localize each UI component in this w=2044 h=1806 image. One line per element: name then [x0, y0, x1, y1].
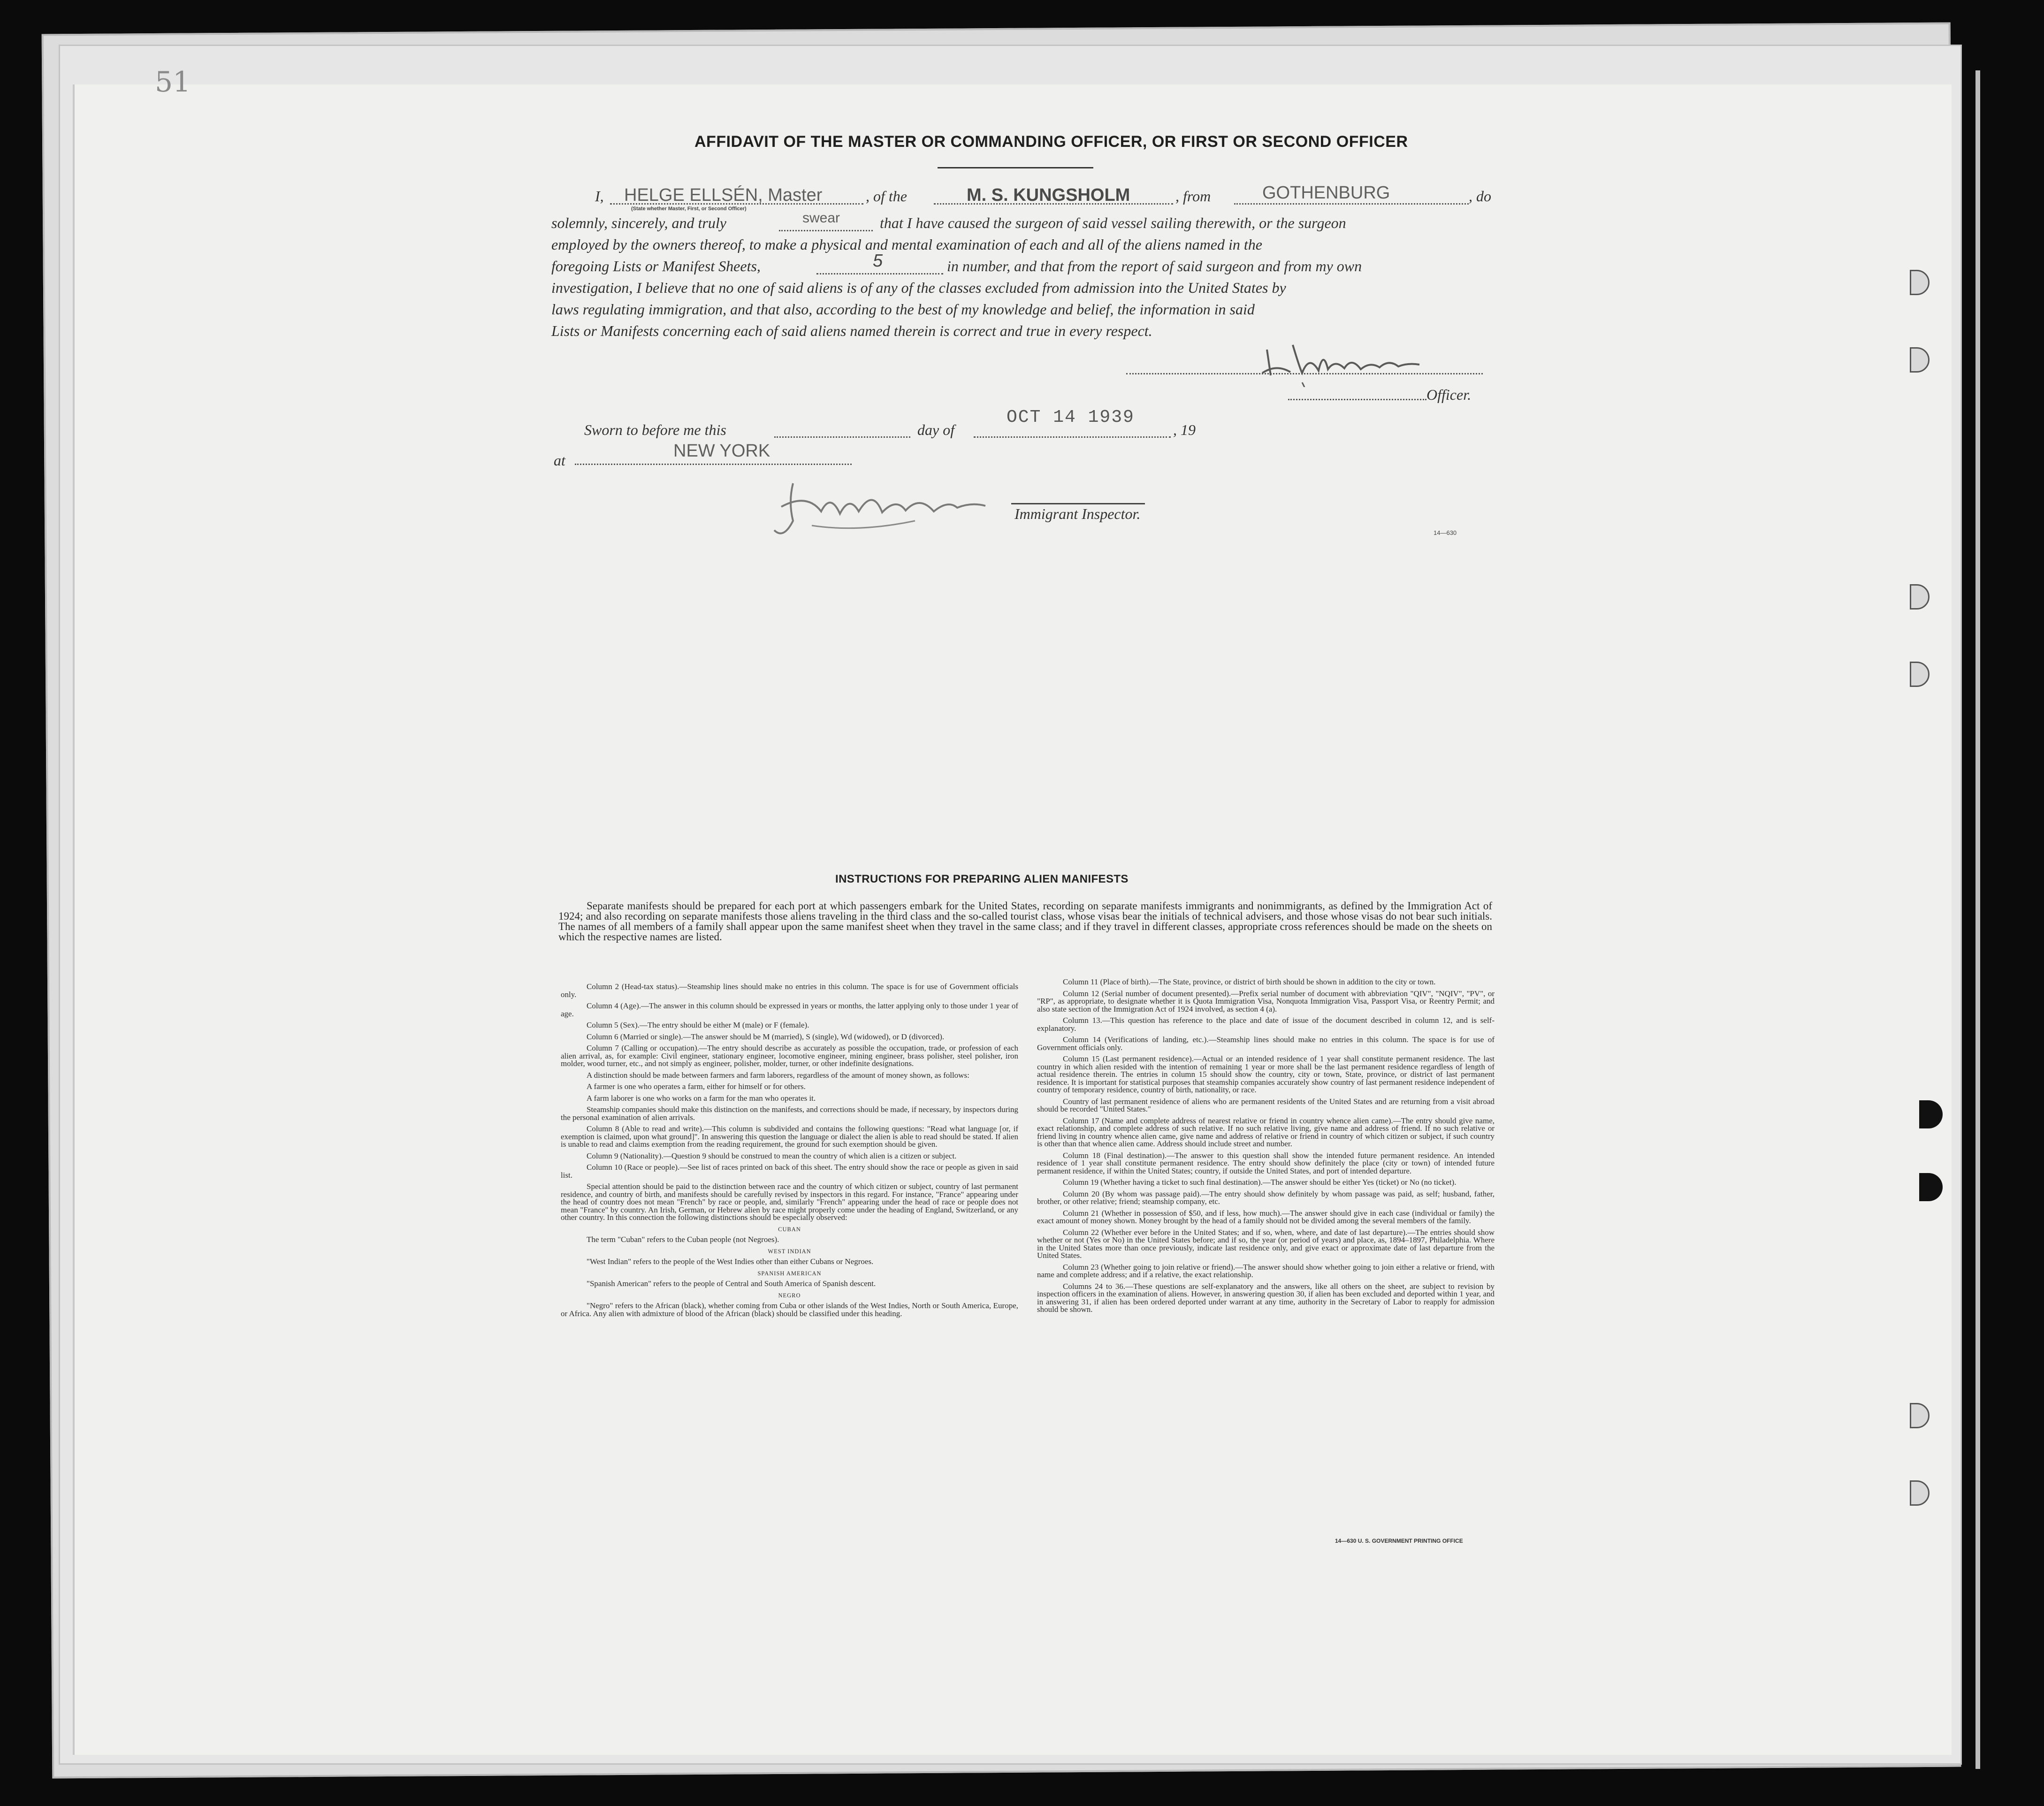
affidavit-line-2-end: that I have caused the surgeon of said vessel sailing therewith, or the surgeon — [880, 214, 1346, 231]
month-line — [974, 436, 1171, 438]
of-the-label: , of the — [866, 188, 907, 205]
instruction-paragraph: Column 13.—This question has reference to the place and date of issue of the document described in column 12, and is self-explanatory. — [1037, 1016, 1495, 1033]
port-line — [1234, 203, 1469, 205]
inspector-line — [1011, 503, 1145, 504]
instruction-paragraph: Column 21 (Whether in possession of $50, and if less, how much).—The answer should give in each case (individual or family) the exact amount of money shown. Money brought by the head of a family should not be divided among the several members of the family. — [1037, 1208, 1495, 1225]
officer-name: HELGE ELLSÉN, Master — [624, 185, 823, 205]
officer-label: Officer. — [1426, 386, 1472, 403]
day-of-label: day of — [917, 421, 955, 438]
page-stack-edge — [1975, 70, 1980, 1769]
instruction-paragraph: Column 9 (Nationality).—Question 9 should be construed to mean the country of which alien is a citizen or subject. — [587, 1151, 957, 1160]
printer-line: 14—630 U. S. GOVERNMENT PRINTING OFFICE — [1335, 1538, 1463, 1544]
instruction-paragraph: Column 7 (Calling or occupation).—The entry should describe as accurately as possible the occupation, trade, or profession of each alien arrival, as, for example: Civil engineer, stationary engineer, locomotive engineer, mining engineer, brass polisher, steel polisher, iron molder, wood turner, etc., and not simply as engineer, polisher, molder, turner, or other indefinite designations. — [561, 1044, 1018, 1068]
day-line — [774, 436, 910, 438]
instruction-paragraph: "Spanish American" refers to the people of Central and South America of Spanish descent. — [587, 1279, 876, 1288]
instructions-right-column — [1037, 978, 1495, 1318]
sworn-label: Sworn to before me this — [584, 421, 726, 438]
instruction-paragraph: Column 2 (Head-tax status).—Steamship lines should make no entries in this column. The space is for use of Government officials only. — [561, 982, 1018, 999]
section-heading-cuban: CUBAN — [778, 1226, 801, 1233]
date-stamp: OCT 14 1939 — [1007, 407, 1135, 427]
instruction-paragraph: Column 10 (Race or people).—See list of races printed on back of this sheet. The entry should show the race or people as given in said list. — [561, 1163, 1018, 1180]
instructions-title: INSTRUCTIONS FOR PREPARING ALIEN MANIFESTS — [835, 873, 1129, 885]
affidavit-line-6: laws regulating immigration, and that also, according to the best of my knowledge and belief, the information in said — [551, 301, 1255, 318]
vessel-name: M. S. KUNGSHOLM — [967, 185, 1130, 205]
section-heading-spanish-american: SPANISH AMERICAN — [757, 1270, 822, 1277]
corner-mark: 51 — [155, 66, 191, 99]
instruction-paragraph: Column 22 (Whether ever before in the United States; and if so, when, where, and date of last departure).—The entries should show whether or not (Yes or No) in the United States before; and if so, the year (or period of years) and place, as, 1894–1897, Philadelphia. Where in the United States more than once previously, indicate last residence only, and give exact or approximate date of last departure from the United States. — [1037, 1227, 1495, 1260]
officer-line — [1288, 399, 1426, 400]
from-label: , from — [1175, 188, 1211, 205]
affidavit-line-3: employed by the owners thereof, to make a physical and mental examination of each and all of the aliens named in the — [551, 236, 1262, 253]
oath-line — [779, 230, 873, 231]
oath-word: swear — [802, 210, 840, 226]
instruction-paragraph: Column 12 (Serial number of document presented).—Prefix serial number of document with abbreviation "QIV", "NQIV", "PV", or "RP", as appropriate, to designate whether it is Quota Immigration Visa, Nonquota Immigration Visa, Passport Visa, or Reentry Permit; and also state section of the Immigration Act of 1924 involved, as section 4 (a). — [1037, 989, 1495, 1013]
sheet-count: 5 — [873, 251, 883, 271]
title-rule — [938, 167, 1093, 168]
instruction-paragraph: Column 5 (Sex).—The entry should be either M (male) or F (female). — [587, 1021, 809, 1029]
instruction-paragraph: Column 19 (Whether having a ticket to such final destination).—The answer should be either Yes (ticket) or No (no ticket). — [1063, 1178, 1457, 1187]
affidavit-line-4-start: foregoing Lists or Manifest Sheets, — [551, 258, 761, 274]
signature-line — [1126, 373, 1483, 374]
place-name: NEW YORK — [673, 441, 770, 461]
inspector-signature — [765, 474, 1046, 544]
instruction-paragraph: Column 23 (Whether going to join relative or friend).—The answer should show whether going to join either a relative or friend, with name and complete address; and if a relative, the exact relationship. — [1037, 1262, 1495, 1279]
instructions-left-column — [561, 983, 1018, 1321]
instruction-paragraph: Steamship companies should make this distinction on the manifests, and corrections should be made, if necessary, by inspectors during the personal examination of alien arrivals. — [561, 1105, 1018, 1122]
instruction-paragraph: Column 14 (Verifications of landing, etc.).—Steamship lines should make no entries in this column. The space is for use of Government officials only. — [1037, 1035, 1495, 1052]
instruction-paragraph: Column 18 (Final destination).—The answer to this question shall show the intended future permanent residence. An intended residence of 1 year shall constitute permanent residence. The entry should show definitely the place (city or town) of intended future permanent residence, if within the United States; country, if outside the United States, and port of intended departure. — [1037, 1151, 1495, 1175]
section-heading-negro: NEGRO — [778, 1292, 801, 1299]
instructions-intro: Separate manifests should be prepared for each port at which passengers embark for the United States, recording on separate manifests immigrants and nonimmigrants, as defined by the Immigration Act of 1924; and also recording on separate manifests those aliens traveling in the third class and the so-called tourist class, whose visas bear the initials of technical advisers, and those whose visas do not bear such initials. The names of all members of a family shall appear upon the same manifest sheet when they travel in the same class; and if they travel in different classes, appropriate cross references should be made on the sheets on which the respective names are listed. — [558, 900, 1492, 943]
instruction-paragraph: Country of last permanent residence of aliens who are permanent residents of the United States and are returning from a visit abroad should be recorded "United States." — [1037, 1097, 1495, 1113]
inspector-label: Immigrant Inspector. — [1014, 505, 1141, 522]
affidavit-line-5: investigation, I believe that no one of said aliens is of any of the classes excluded from admission into the United States by — [551, 279, 1286, 296]
instruction-paragraph: A farmer is one who operates a farm, either for himself or for others. — [587, 1082, 806, 1091]
sheet-count-line — [816, 273, 943, 274]
affidavit-title: AFFIDAVIT OF THE MASTER OR COMMANDING OFFICER, OR FIRST OR SECOND OFFICER — [694, 133, 1408, 151]
instruction-paragraph: A farm laborer is one who works on a farm for the man who operates it. — [587, 1093, 816, 1103]
instruction-paragraph: A distinction should be made between farmers and farm laborers, regardless of the amount of money shown, as follows: — [587, 1070, 969, 1080]
instruction-paragraph: Columns 24 to 36.—These questions are self-explanatory and the answers, like all others on the sheet, are subject to revision by inspection officers in the examination of aliens. However, in answering question 30, if alien has been excluded and deported within 1 year, and in answering 31, if alien has been ordered deported under warrant at any time, authority in the Secretary of Labor to reapply for admission should be shown. — [1037, 1281, 1495, 1314]
affidavit-line-4-end: in number, and that from the report of said surgeon and from my own — [947, 258, 1362, 274]
instruction-paragraph: Column 20 (By whom was passage paid).—The entry should show definitely by whom passage was paid, as self; husband, father, brother, or other relative; friend; steamship company, etc. — [1037, 1189, 1495, 1206]
instruction-paragraph: Column 17 (Name and complete address of nearest relative or friend in country whence alien came).—The entry should give name, exact relationship, and complete address of such relative. If no such relative living, give name and address of friend. If no such relative or friend living in country whence alien came, give name and address of relative or friend in country of which citizen or subject, if such country is other than that whence alien came. Address should include street and number. — [1037, 1116, 1495, 1148]
instruction-paragraph: Special attention should be paid to the distinction between race and the country of which citizen or subject, country of last permanent residence, and country of birth, and manifests should be carefully revised by inspectors in this regard. For instance, "France" appearing under the head of country does not mean "French" by race or people, and, similarly "French" appearing under the head of race or people does not mean "France" by country. An Irish, German, or Hebrew alien by race might properly come under the heading of England, Switzerland, or any other country. In this connection the following distinctions should be especially observed: — [561, 1182, 1018, 1222]
officer-note: (State whether Master, First, or Second Officer) — [631, 206, 747, 212]
instruction-paragraph: Column 8 (Able to read and write).—This column is subdivided and contains the following questions: "Read what language [or, if exemption is claimed, upon what ground]". In answering this question the language or dialect the alien is able to read should be stated. If alien is unable to read and claims exemption from the reading requirement, the ground for such exemption should be given. — [561, 1124, 1018, 1149]
master-signature — [1258, 335, 1426, 387]
instruction-paragraph: Column 11 (Place of birth).—The State, province, or district of birth should be shown in addition to the city or town. — [1063, 977, 1436, 986]
affidavit-line-7: Lists or Manifests concerning each of said aliens named therein is correct and true in every respect. — [551, 322, 1152, 339]
section-heading-west-indian: WEST INDIAN — [768, 1248, 811, 1255]
instruction-paragraph: Column 4 (Age).—The answer in this column should be expressed in years or months, the latter applying only to those under 1 year of age. — [561, 1001, 1018, 1018]
instruction-paragraph: "West Indian" refers to the people of the West Indies other than either Cubans or Negroes. — [587, 1257, 874, 1266]
instruction-paragraph: "Negro" refers to the African (black), whether coming from Cuba or other islands of the West Indies, North or South America, Europe, or Africa. Any alien with admixture of blood of the African (black) should be classified under this heading. — [561, 1301, 1018, 1318]
instruction-paragraph: Column 6 (Married or single).—The answer should be M (married), S (single), Wd (widowed), or D (divorced). — [587, 1032, 945, 1041]
year-label: , 19 — [1173, 421, 1196, 438]
instruction-paragraph: Column 15 (Last permanent residence).—Actual or an intended residence of 1 year shall constitute permanent residence. The last country in which alien resided with the intention of remaining 1 year or more shall be the last permanent residence regardless of length of actual residence therein. The entries in column 15 should show the country, city or town, State, province, or district of last permanent residence. It is important for statistical purposes that steamship companies accurately show country of last permanent residence independent of country of temporary residence, country of birth, nationality, or race. — [1037, 1054, 1495, 1094]
form-number: 14—630 — [1434, 529, 1457, 536]
port-name: GOTHENBURG — [1262, 183, 1390, 203]
affidavit-line-2-start: solemnly, sincerely, and truly — [551, 214, 726, 231]
at-label: at — [554, 452, 565, 469]
place-line — [575, 464, 852, 465]
do-label: , do — [1469, 188, 1491, 205]
instruction-paragraph: The term "Cuban" refers to the Cuban people (not Negroes). — [587, 1235, 779, 1244]
i-label: I, — [595, 188, 604, 205]
